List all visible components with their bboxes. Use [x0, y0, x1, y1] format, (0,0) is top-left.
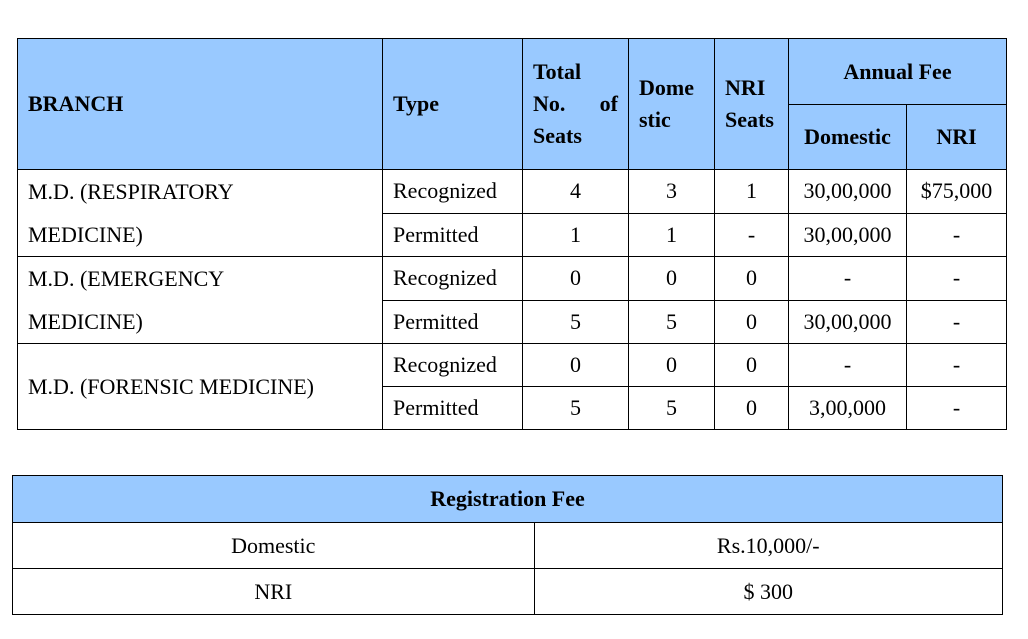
branch-name-line: MEDICINE) — [28, 309, 143, 334]
row-fee-domestic: 30,00,000 — [789, 213, 907, 257]
row-type: Recognized — [383, 170, 523, 214]
header-branch: BRANCH — [18, 39, 383, 170]
row-domestic-seats: 0 — [629, 344, 715, 387]
row-fee-nri: - — [907, 213, 1007, 257]
row-nri-seats: 0 — [715, 387, 789, 430]
row-fee-domestic: 3,00,000 — [789, 387, 907, 430]
row-fee-domestic: 30,00,000 — [789, 170, 907, 214]
row-type: Recognized — [383, 344, 523, 387]
table-row — [18, 257, 1007, 301]
row-total-seats: 0 — [523, 344, 629, 387]
row-nri-seats: 1 — [715, 170, 789, 214]
branch-name-emergency — [18, 257, 383, 344]
row-type: Recognized — [383, 257, 523, 301]
header-nri-seats: NRI Seats — [715, 39, 789, 170]
row-nri-seats: - — [715, 213, 789, 257]
header-total-seats: Total No. of Seats — [523, 39, 629, 170]
row-fee-nri: - — [907, 344, 1007, 387]
row-nri-seats: 0 — [715, 257, 789, 301]
row-nri-seats: 0 — [715, 300, 789, 344]
table-row — [13, 523, 1003, 569]
header-type: Type — [383, 39, 523, 170]
row-fee-nri: - — [907, 300, 1007, 344]
row-total-seats: 4 — [523, 170, 629, 214]
registration-value: Rs.10,000/- — [534, 523, 1002, 569]
table-row — [18, 170, 1007, 214]
header-annual-fee: Annual Fee — [789, 39, 1007, 105]
branch-name-forensic: M.D. (FORENSIC MEDICINE) — [18, 344, 383, 430]
row-fee-domestic: - — [789, 344, 907, 387]
row-total-seats: 0 — [523, 257, 629, 301]
branch-name-line: M.D. (RESPIRATORY — [28, 179, 234, 204]
header-domestic-seats: Dome stic — [629, 39, 715, 170]
row-total-seats: 1 — [523, 213, 629, 257]
row-fee-nri: - — [907, 257, 1007, 301]
row-fee-domestic: 30,00,000 — [789, 300, 907, 344]
row-domestic-seats: 1 — [629, 213, 715, 257]
row-type: Permitted — [383, 300, 523, 344]
row-fee-domestic: - — [789, 257, 907, 301]
registration-fee-title: Registration Fee — [13, 476, 1003, 523]
header-fee-nri: NRI — [907, 105, 1007, 170]
row-domestic-seats: 3 — [629, 170, 715, 214]
table-row — [13, 569, 1003, 615]
row-domestic-seats: 0 — [629, 257, 715, 301]
registration-label: Domestic — [13, 523, 535, 569]
row-fee-nri: $75,000 — [907, 170, 1007, 214]
table-row — [18, 344, 1007, 387]
row-total-seats: 5 — [523, 300, 629, 344]
registration-fee-table — [12, 475, 1003, 615]
registration-value: $ 300 — [534, 569, 1002, 615]
row-fee-nri: - — [907, 387, 1007, 430]
seat-matrix-table — [17, 38, 1007, 430]
row-domestic-seats: 5 — [629, 300, 715, 344]
branch-name-line: MEDICINE) — [28, 222, 143, 247]
row-nri-seats: 0 — [715, 344, 789, 387]
row-total-seats: 5 — [523, 387, 629, 430]
branch-name-line: M.D. (EMERGENCY — [28, 266, 225, 291]
row-domestic-seats: 5 — [629, 387, 715, 430]
registration-label: NRI — [13, 569, 535, 615]
header-fee-domestic: Domestic — [789, 105, 907, 170]
branch-name-respiratory — [18, 170, 383, 257]
row-type: Permitted — [383, 387, 523, 430]
row-type: Permitted — [383, 213, 523, 257]
